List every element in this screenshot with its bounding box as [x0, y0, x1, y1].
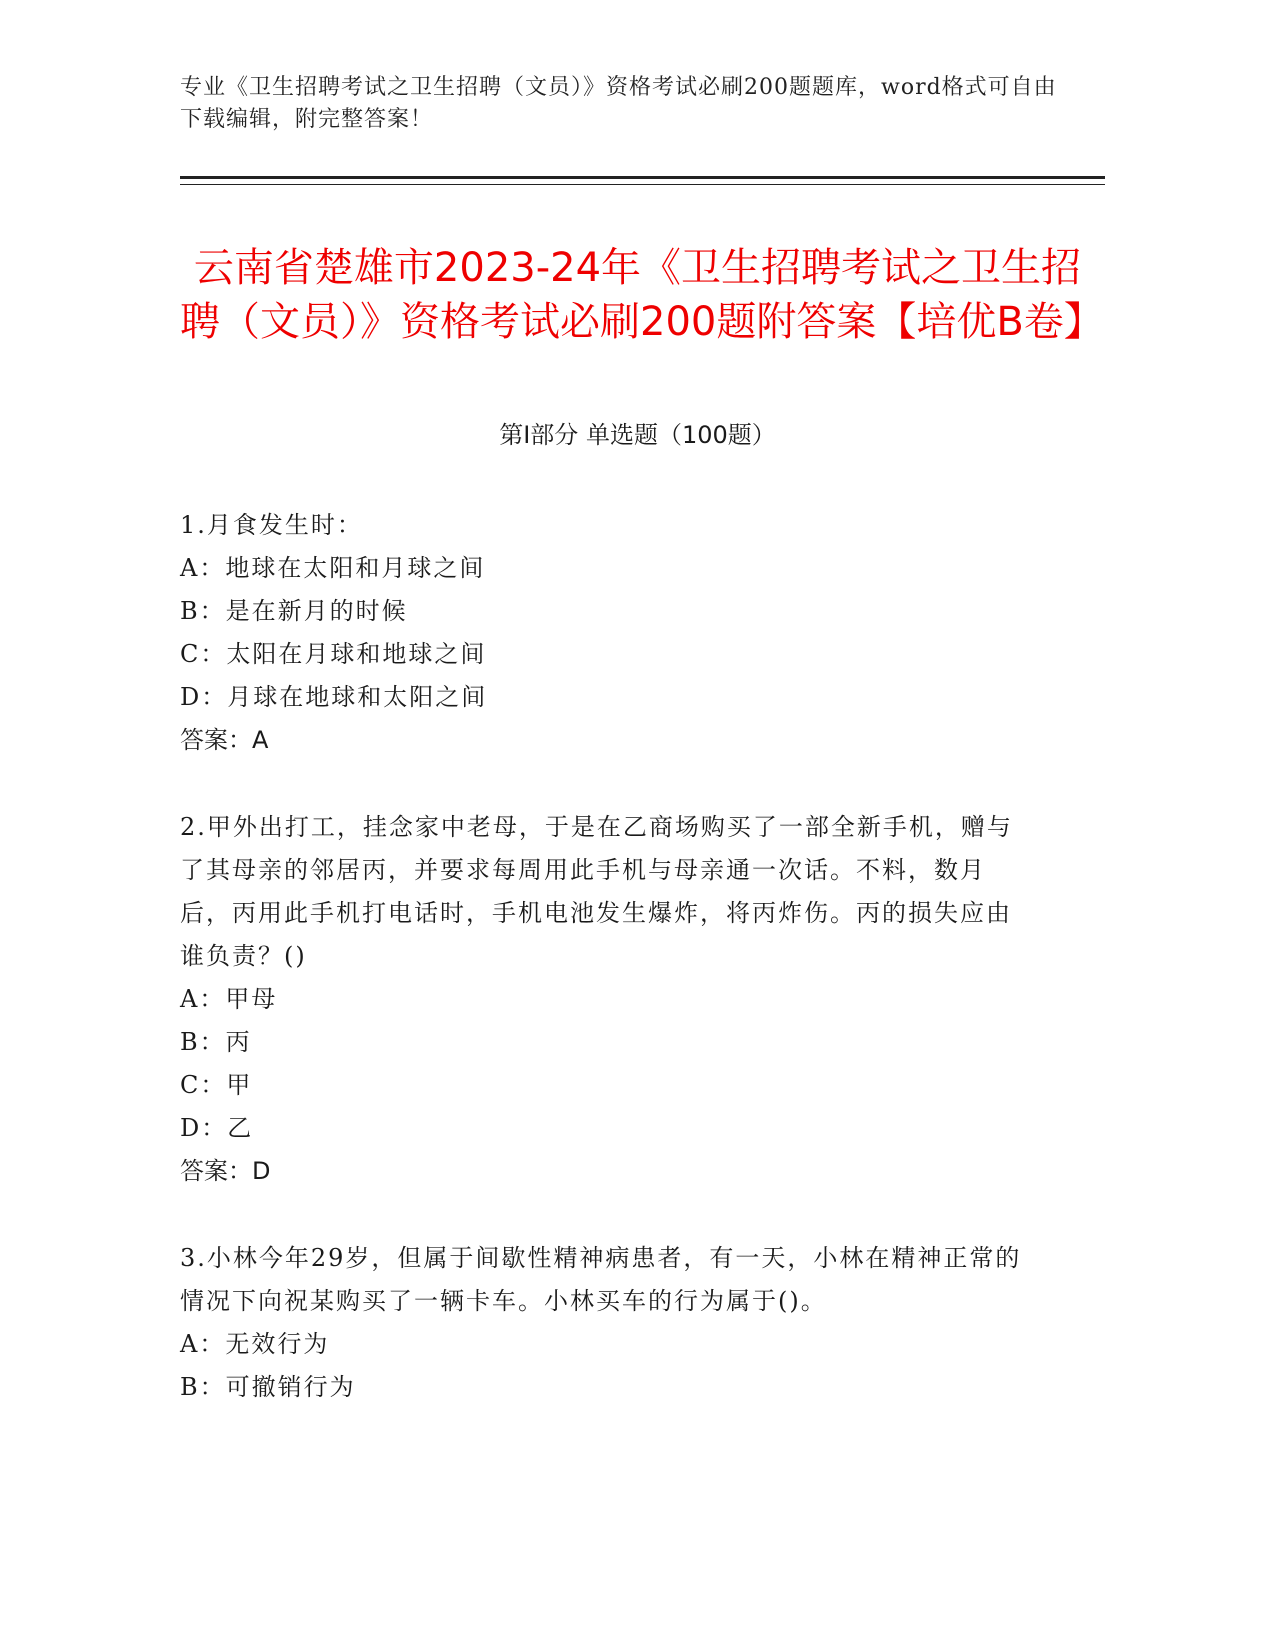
question-item: [180, 504, 1030, 762]
question-answer: 答案：D: [180, 1157, 271, 1185]
header-note: 专业《卫生招聘考试之卫生招聘（文员）》资格考试必刷200题题库，word格式可自由下载编辑，附完整答案！: [180, 75, 1057, 132]
question-option: B：可撤销行为: [180, 1373, 356, 1401]
question-list: [180, 504, 1030, 1453]
question-answer: 答案：A: [180, 726, 269, 754]
question-option: B：是在新月的时候: [180, 597, 408, 625]
question-option: A：地球在太阳和月球之间: [180, 554, 486, 582]
document-title: 云南省楚雄市2023-24年《卫生招聘考试之卫生招聘（文员）》资格考试必刷200题附答案【培优B卷】: [180, 244, 1104, 345]
question-option: B：丙: [180, 1028, 252, 1056]
question-option: A：甲母: [180, 985, 278, 1013]
question-stem: 2.甲外出打工，挂念家中老母，于是在乙商场购买了一部全新手机，赠与了其母亲的邻居丙，并要求每周用此手机与母亲通一次话。不料，数月后，丙用此手机打电话时，手机电池发生爆炸，将丙炸伤。丙的损失应由谁负责？(): [180, 813, 1013, 970]
section-heading: 第I部分 单选题（100题）: [499, 421, 776, 449]
question-option: D：月球在地球和太阳之间: [180, 683, 488, 711]
question-option: D：乙: [180, 1114, 254, 1142]
question-option: A：无效行为: [180, 1330, 330, 1358]
question-option: C：甲: [180, 1071, 253, 1099]
question-stem: 1.月食发生时：: [180, 511, 363, 539]
question-stem: 3.小林今年29岁，但属于间歇性精神病患者，有一天，小林在精神正常的情况下向祝某购买了一辆卡车。小林买车的行为属于()。: [180, 1244, 1022, 1315]
header-divider-thick: [180, 176, 1105, 179]
header-divider-thin: [180, 184, 1105, 185]
question-item: [180, 1237, 1030, 1409]
question-item: [180, 806, 1030, 1193]
question-option: C：太阳在月球和地球之间: [180, 640, 487, 668]
